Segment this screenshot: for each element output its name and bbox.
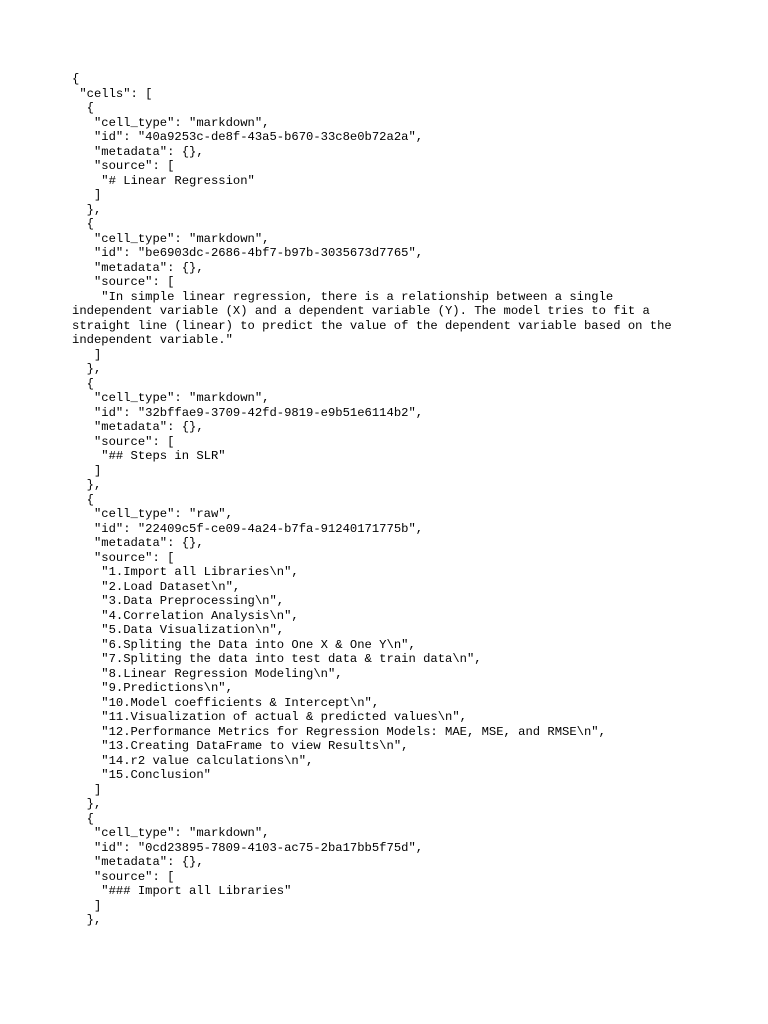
code-line: "# Linear Regression" <box>72 173 255 188</box>
code-line: "cell_type": "markdown", <box>72 115 270 130</box>
code-line: "3.Data Preprocessing\n", <box>72 594 285 608</box>
code-line: "source": [ <box>72 550 175 565</box>
code-line: "source": [ <box>72 434 175 449</box>
code-line: "In simple linear regression, there is a relationship between a single <box>72 289 614 304</box>
code-line: "cells": [ <box>72 86 153 101</box>
code-line: "14.r2 value calculations\n", <box>72 753 314 768</box>
code-line: { <box>72 72 80 86</box>
code-line: }, <box>72 478 102 492</box>
code-line: }, <box>72 797 102 811</box>
code-line: "11.Visualization of actual & predicted values\n", <box>72 710 467 724</box>
code-line: }, <box>72 362 102 376</box>
code-line: "10.Model coefficients & Intercept\n", <box>72 695 380 710</box>
code-line: "id": "22409c5f-ce09-4a24-b7fa-91240171775b", <box>72 521 424 536</box>
code-line: "15.Conclusion" <box>72 768 211 782</box>
code-line: "4.Correlation Analysis\n", <box>72 608 299 623</box>
code-line: straight line (linear) to predict the value of the dependent variable based on the <box>72 318 672 333</box>
code-line: "## Steps in SLR" <box>72 449 226 463</box>
code-line: "id": "be6903dc-2686-4bf7-b97b-3035673d7765", <box>72 246 424 260</box>
document-page <box>72 72 696 928</box>
code-line: "13.Creating DataFrame to view Results\n", <box>72 739 409 753</box>
code-line: "6.Spliting the Data into One X & One Y\n", <box>72 637 416 652</box>
code-line: ] <box>72 188 102 202</box>
code-line: "2.Load Dataset\n", <box>72 579 241 594</box>
json-code-block <box>72 72 696 928</box>
code-line: { <box>72 376 94 391</box>
code-line: { <box>72 811 94 826</box>
code-line: "metadata": {}, <box>72 855 204 869</box>
code-line: "cell_type": "raw", <box>72 507 233 521</box>
code-line: "1.Import all Libraries\n", <box>72 565 299 579</box>
code-line: "cell_type": "markdown", <box>72 826 270 840</box>
code-line: "source": [ <box>72 159 175 173</box>
code-line: "source": [ <box>72 275 175 289</box>
code-line: ] <box>72 347 102 362</box>
code-line: "metadata": {}, <box>72 420 204 434</box>
code-line: "metadata": {}, <box>72 144 204 159</box>
code-line: "cell_type": "markdown", <box>72 391 270 405</box>
code-line: ] <box>72 898 102 913</box>
code-line: "cell_type": "markdown", <box>72 231 270 246</box>
code-line: "8.Linear Regression Modeling\n", <box>72 666 343 681</box>
code-line: independent variable." <box>72 333 233 347</box>
code-line: "9.Predictions\n", <box>72 681 233 695</box>
code-line: independent variable (X) and a dependent variable (Y). The model tries to fit a <box>72 304 650 318</box>
code-line: { <box>72 217 94 231</box>
code-line: }, <box>72 202 102 217</box>
code-line: }, <box>72 913 102 927</box>
code-line: "metadata": {}, <box>72 260 204 275</box>
code-line: "id": "0cd23895-7809-4103-ac75-2ba17bb5f75d", <box>72 840 424 855</box>
code-line: "12.Performance Metrics for Regression Models: MAE, MSE, and RMSE\n", <box>72 724 606 739</box>
code-line: "### Import all Libraries" <box>72 884 292 898</box>
code-line: "7.Spliting the data into test data & train data\n", <box>72 652 482 666</box>
code-line: { <box>72 492 94 507</box>
code-line: "id": "32bffae9-3709-42fd-9819-e9b51e6114b2", <box>72 405 424 420</box>
code-line: "id": "40a9253c-de8f-43a5-b670-33c8e0b72a2a", <box>72 130 424 144</box>
code-line: "metadata": {}, <box>72 536 204 550</box>
code-line: ] <box>72 463 102 478</box>
code-line: { <box>72 101 94 115</box>
code-line: "source": [ <box>72 869 175 884</box>
code-line: "5.Data Visualization\n", <box>72 623 285 637</box>
code-line: ] <box>72 782 102 797</box>
